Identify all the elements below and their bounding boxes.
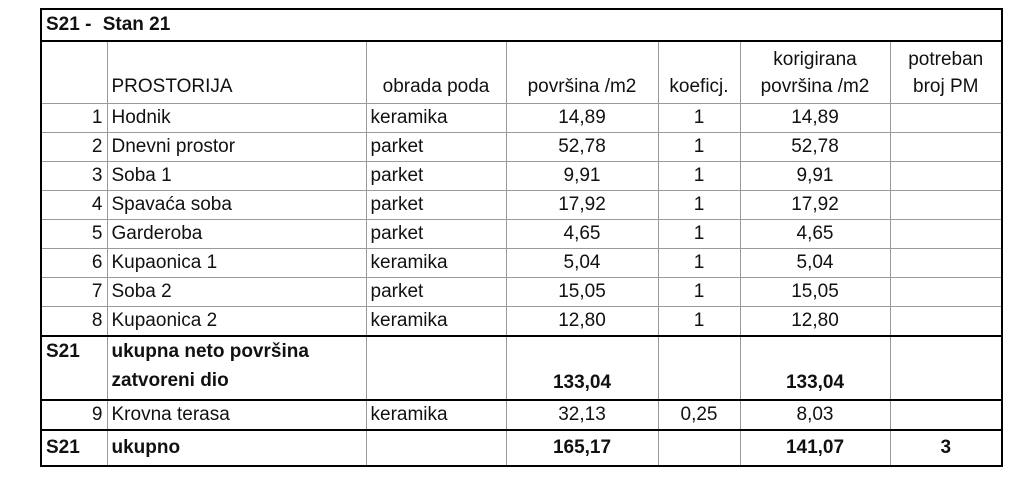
header-pm-line2: broj PM (913, 76, 979, 97)
room-name: Spavaća soba (107, 191, 366, 220)
corrected-area-value: 15,05 (740, 278, 890, 307)
room-name: Kupaonica 2 (107, 307, 366, 337)
subtotal-row (41, 336, 1002, 400)
table-row (41, 220, 1002, 249)
area-value: 5,04 (506, 249, 658, 278)
header-korigirana-line2: površina /m2 (760, 76, 870, 97)
row-number: 7 (41, 278, 107, 307)
floor-type: keramika (366, 104, 506, 133)
row-number: 4 (41, 191, 107, 220)
corrected-area-value: 12,80 (740, 307, 890, 337)
header-pm (890, 41, 1002, 104)
total-pm: 3 (890, 430, 1002, 466)
table-row (41, 191, 1002, 220)
coefficient-value: 1 (658, 191, 740, 220)
terrace-row (41, 400, 1002, 430)
total-area: 165,17 (506, 430, 658, 466)
floor-type: keramika (366, 400, 506, 430)
room-name: Soba 1 (107, 162, 366, 191)
pm-cell (890, 307, 1002, 337)
header-povrsina: površina /m2 (506, 41, 658, 104)
room-name: Dnevni prostor (107, 133, 366, 162)
table-row (41, 133, 1002, 162)
pm-cell (890, 249, 1002, 278)
coefficient-value: 1 (658, 162, 740, 191)
pm-cell (890, 400, 1002, 430)
coefficient-value: 0,25 (658, 400, 740, 430)
total-floor-cell (366, 430, 506, 466)
coefficient-value: 1 (658, 278, 740, 307)
pm-cell (890, 220, 1002, 249)
floor-type: parket (366, 133, 506, 162)
floor-type: parket (366, 191, 506, 220)
header-koef: koeficj. (658, 41, 740, 104)
header-prostorija: PROSTORIJA (107, 41, 366, 104)
floor-type: parket (366, 162, 506, 191)
pm-cell (890, 278, 1002, 307)
area-value: 4,65 (506, 220, 658, 249)
table-row (41, 162, 1002, 191)
floor-type: parket (366, 278, 506, 307)
room-name: Krovna terasa (107, 400, 366, 430)
pm-cell (890, 191, 1002, 220)
subtotal-pm-cell (890, 336, 1002, 400)
total-code: S21 (41, 430, 107, 466)
subtotal-area: 133,04 (506, 336, 658, 400)
table-row (41, 249, 1002, 278)
subtotal-label-line1: ukupna neto površina (111, 341, 309, 362)
corrected-area-value: 52,78 (740, 133, 890, 162)
area-table (40, 8, 1003, 467)
table-row (41, 278, 1002, 307)
table-row (41, 307, 1002, 337)
corrected-area-value: 4,65 (740, 220, 890, 249)
coefficient-value: 1 (658, 104, 740, 133)
subtotal-code: S21 (41, 336, 107, 400)
room-name: Hodnik (107, 104, 366, 133)
subtotal-label-line2: zatvoreni dio (111, 370, 229, 391)
area-value: 12,80 (506, 307, 658, 337)
floor-type: keramika (366, 249, 506, 278)
table-row (41, 104, 1002, 133)
subtotal-coef-cell (658, 336, 740, 400)
header-korigirana-line1: korigirana (773, 49, 857, 70)
title-code: S21 - (46, 14, 92, 35)
area-value: 52,78 (506, 133, 658, 162)
area-value: 15,05 (506, 278, 658, 307)
total-coef-cell (658, 430, 740, 466)
pm-cell (890, 162, 1002, 191)
corrected-area-value: 14,89 (740, 104, 890, 133)
header-pm-line1: potreban (908, 49, 984, 70)
area-value: 32,13 (506, 400, 658, 430)
area-value: 14,89 (506, 104, 658, 133)
header-row (41, 41, 1002, 104)
header-obrada: obrada poda (366, 41, 506, 104)
subtotal-floor-cell (366, 336, 506, 400)
total-row (41, 430, 1002, 466)
subtotal-label (107, 336, 366, 400)
row-number: 3 (41, 162, 107, 191)
floor-type: parket (366, 220, 506, 249)
corrected-area-value: 17,92 (740, 191, 890, 220)
corrected-area-value: 8,03 (740, 400, 890, 430)
area-value: 17,92 (506, 191, 658, 220)
total-corrected-area: 141,07 (740, 430, 890, 466)
coefficient-value: 1 (658, 220, 740, 249)
apartment-area-sheet (40, 8, 1003, 467)
title-row (41, 9, 1002, 41)
pm-cell (890, 133, 1002, 162)
corrected-area-value: 9,91 (740, 162, 890, 191)
area-value: 9,91 (506, 162, 658, 191)
header-korigirana (740, 41, 890, 104)
room-name: Garderoba (107, 220, 366, 249)
room-name: Soba 2 (107, 278, 366, 307)
coefficient-value: 1 (658, 133, 740, 162)
corrected-area-value: 5,04 (740, 249, 890, 278)
total-label: ukupno (107, 430, 366, 466)
title-name: Stan 21 (102, 14, 171, 35)
pm-cell (890, 104, 1002, 133)
coefficient-value: 1 (658, 307, 740, 337)
row-number: 6 (41, 249, 107, 278)
row-number: 1 (41, 104, 107, 133)
floor-type: keramika (366, 307, 506, 337)
room-name: Kupaonica 1 (107, 249, 366, 278)
row-number: 9 (41, 400, 107, 430)
row-number: 2 (41, 133, 107, 162)
subtotal-corrected-area: 133,04 (740, 336, 890, 400)
row-number: 8 (41, 307, 107, 337)
row-number: 5 (41, 220, 107, 249)
coefficient-value: 1 (658, 249, 740, 278)
header-number-cell (41, 41, 107, 104)
